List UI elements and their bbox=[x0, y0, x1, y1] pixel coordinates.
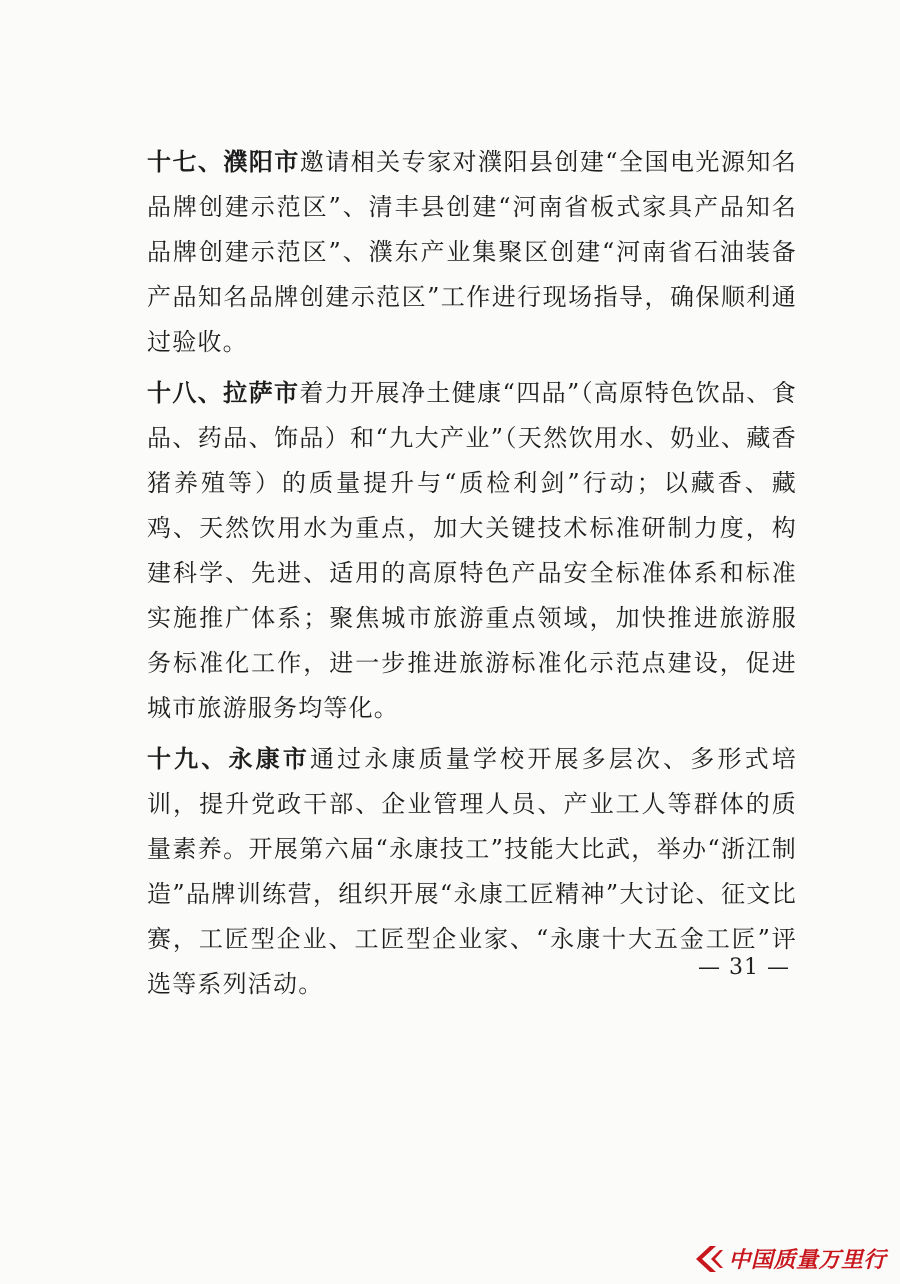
paragraph-lead: 十九、永康市 bbox=[147, 745, 310, 773]
paragraph-text: 着力开展净土健康“四品”（高原特色饮品、食品、药品、饰品）和“九大产业”（天然饮用水、奶业、藏香猪养殖等）的质量提升与“质检利剑”行动；以藏香、藏鸡、天然饮用水为重点，加大关键技术标准研制力度，构建科学、先进、适用的高原特色产品安全标准体系和标准实施推广体系；聚焦城市旅游重点领域，加快推进旅游服务标准化工作，进一步推进旅游标准化示范点建设，促进城市旅游服务均等化。 bbox=[147, 379, 797, 722]
paragraph-lead: 十七、濮阳市 bbox=[147, 148, 300, 176]
paragraph-text: 通过永康质量学校开展多层次、多形式培训，提升党政干部、企业管理人员、产业工人等群体的质量素养。开展第六届“永康技工”技能大比武，举办“浙江制造”品牌训练营，组织开展“永康工匠精神”大讨论、征文比赛，工匠型企业、工匠型企业家、“永康十大五金工匠”评选等系列活动。 bbox=[147, 745, 797, 998]
page-number: — 31 — bbox=[698, 955, 790, 980]
paragraph-puyang bbox=[147, 140, 797, 365]
paragraph-lhasa bbox=[147, 371, 797, 731]
paragraph-lead: 十八、拉萨市 bbox=[147, 379, 300, 407]
watermark-text: 中国质量万里行 bbox=[728, 1248, 886, 1273]
watermark bbox=[690, 1243, 886, 1274]
document-body bbox=[147, 140, 797, 1013]
paragraph-text: 邀请相关专家对濮阳县创建“全国电光源知名品牌创建示范区”、清丰县创建“河南省板式家具产品知名品牌创建示范区”、濮东产业集聚区创建“河南省石油装备产品知名品牌创建示范区”工作进行现场指导，确保顺利通过验收。 bbox=[147, 148, 797, 356]
chevron-logo-icon bbox=[690, 1244, 724, 1274]
